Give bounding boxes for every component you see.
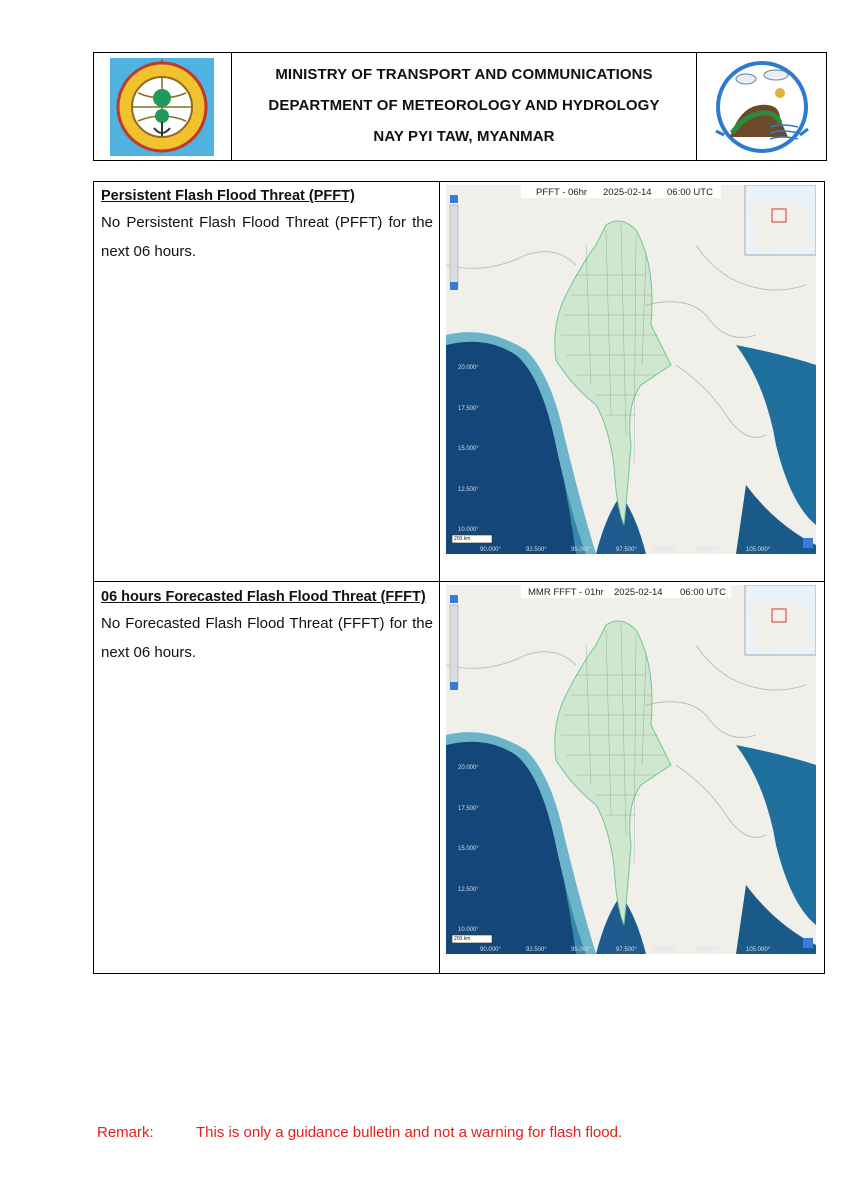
svg-text:10.000°: 10.000°: [458, 927, 479, 933]
ffft-map-date-label: 2025-02-14: [614, 587, 663, 598]
header-logo-cell-right: [696, 53, 826, 160]
svg-text:17.500°: 17.500°: [458, 806, 479, 812]
svg-text:15.000°: 15.000°: [458, 446, 479, 452]
svg-text:105.000°: 105.000°: [746, 947, 771, 953]
svg-text:90.000°: 90.000°: [480, 547, 501, 553]
pfft-map-image: [446, 185, 816, 554]
svg-text:97.500°: 97.500°: [616, 947, 637, 953]
svg-text:12.500°: 12.500°: [458, 487, 479, 493]
row-divider: [94, 581, 824, 582]
ffft-map-image: [446, 585, 816, 954]
svg-text:20.000°: 20.000°: [458, 765, 479, 771]
svg-text:92.500°: 92.500°: [526, 947, 547, 953]
svg-text:95.000°: 95.000°: [571, 947, 592, 953]
svg-text:102.500°: 102.500°: [696, 547, 721, 553]
hydrology-cycle-logo-icon: [710, 57, 814, 157]
ministry-logo-icon: [110, 58, 214, 156]
svg-text:90.000°: 90.000°: [480, 947, 501, 953]
bulletin-table: [93, 181, 825, 974]
pfft-map: [446, 185, 816, 554]
header-title-block: [232, 53, 696, 160]
header-ministry-name: MINISTRY OF TRANSPORT AND COMMUNICATIONS: [275, 66, 653, 83]
pfft-title: Persistent Flash Flood Threat (PFFT): [101, 188, 355, 204]
header-logo-cell-left: [94, 53, 232, 160]
svg-text:92.500°: 92.500°: [526, 547, 547, 553]
svg-text:12.500°: 12.500°: [458, 887, 479, 893]
pfft-body: No Persistent Flash Flood Threat (PFFT) for the next 06 hours.: [101, 214, 433, 260]
svg-text:10.000°: 10.000°: [458, 527, 479, 533]
header-department-name: DEPARTMENT OF METEOROLOGY AND HYDROLOGY: [268, 97, 660, 114]
pfft-map-time-label: 06:00 UTC: [667, 187, 713, 198]
ffft-map-scale-bar: 200 km: [454, 936, 471, 942]
ffft-title: 06 hours Forecasted Flash Flood Threat (FFFT): [101, 589, 426, 605]
remark-label: Remark:: [97, 1124, 154, 1141]
svg-text:17.500°: 17.500°: [458, 406, 479, 412]
ffft-body: No Forecasted Flash Flood Threat (FFFT) for the next 06 hours.: [101, 615, 433, 661]
pfft-map-product-label: PFFT - 06hr: [536, 187, 588, 198]
svg-text:15.000°: 15.000°: [458, 846, 479, 852]
svg-text:102.500°: 102.500°: [696, 947, 721, 953]
column-divider: [439, 182, 440, 973]
header-table: [93, 52, 827, 161]
svg-text:95.000°: 95.000°: [571, 547, 592, 553]
svg-text:97.500°: 97.500°: [616, 547, 637, 553]
header-location: NAY PYI TAW, MYANMAR: [373, 128, 555, 145]
ffft-map: [446, 585, 816, 954]
svg-text:105.000°: 105.000°: [746, 547, 771, 553]
svg-text:20.000°: 20.000°: [458, 365, 479, 371]
pfft-map-date-label: 2025-02-14: [603, 187, 652, 198]
pfft-map-scale-bar: 200 km: [454, 536, 471, 542]
remark-text: This is only a guidance bulletin and not a warning for flash flood.: [196, 1124, 623, 1141]
svg-text:100.000°: 100.000°: [651, 547, 676, 553]
ffft-map-time-label: 06:00 UTC: [680, 587, 726, 598]
ffft-text-cell: [101, 585, 433, 667]
ffft-map-product-label: MMR FFFT - 01hr: [528, 587, 604, 598]
pfft-text-cell: [101, 184, 433, 266]
svg-text:100.000°: 100.000°: [651, 947, 676, 953]
